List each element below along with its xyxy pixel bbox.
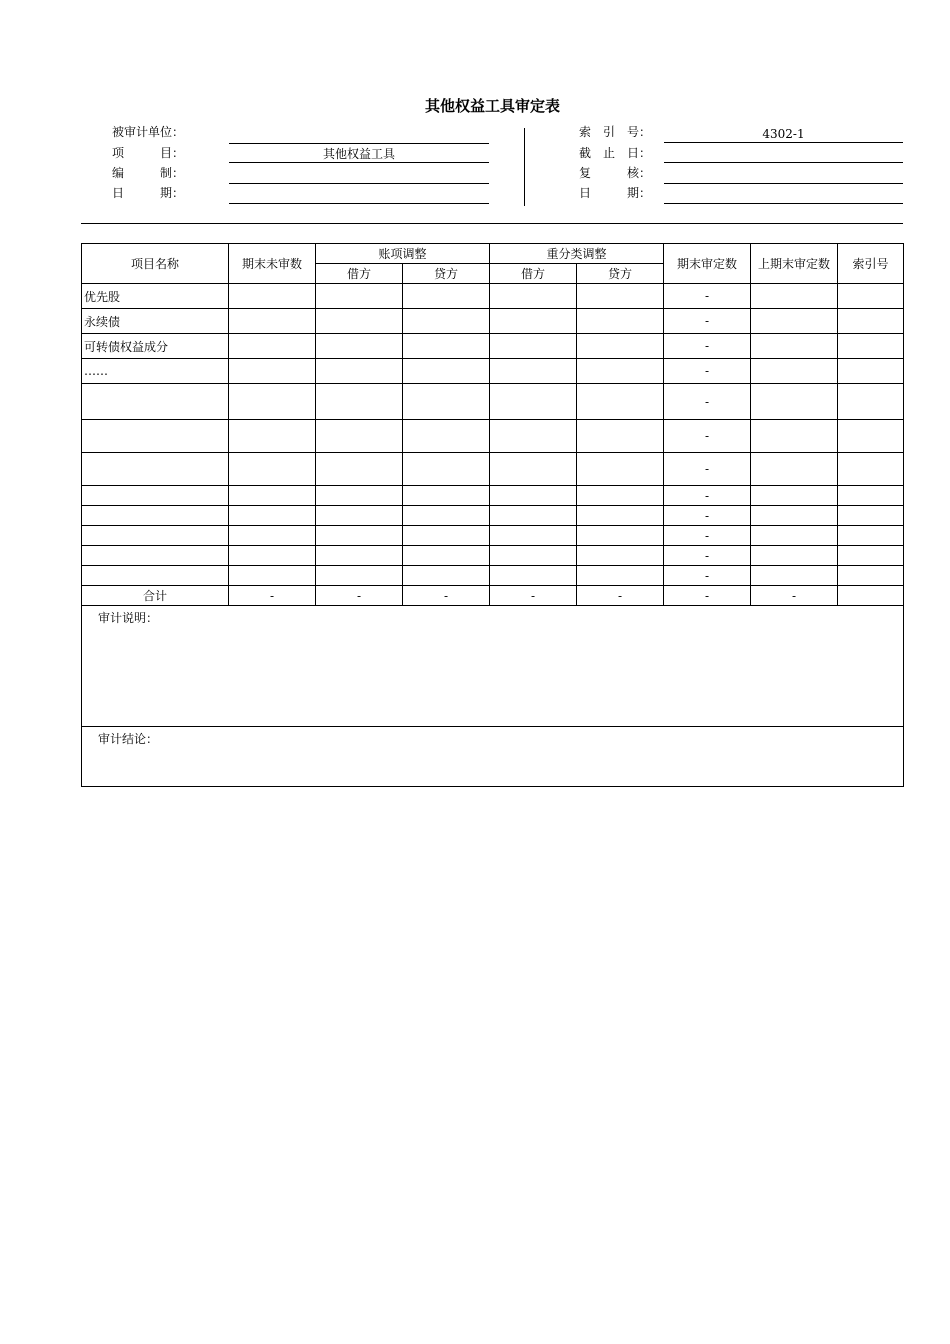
project-label: 项 目： xyxy=(112,146,185,160)
row-cell[interactable] xyxy=(838,566,904,586)
cutoff-field[interactable] xyxy=(664,146,903,163)
row-cell[interactable] xyxy=(229,334,316,359)
row-cell[interactable] xyxy=(403,284,490,309)
row-cell[interactable] xyxy=(229,506,316,526)
row-cell[interactable] xyxy=(316,526,403,546)
row-cell[interactable] xyxy=(316,420,403,453)
row-cell[interactable] xyxy=(751,284,838,309)
row-cell[interactable] xyxy=(229,309,316,334)
row-cell[interactable] xyxy=(490,420,577,453)
row-cell[interactable] xyxy=(838,486,904,506)
row-cell[interactable] xyxy=(577,334,664,359)
col-audited-header: 期末审定数 xyxy=(664,244,751,284)
row-cell[interactable] xyxy=(316,546,403,566)
row-cell[interactable] xyxy=(403,420,490,453)
row-cell[interactable] xyxy=(838,453,904,486)
cutoff-label: 截 止 日： xyxy=(579,146,652,160)
row-cell[interactable] xyxy=(838,526,904,546)
row-cell[interactable] xyxy=(577,546,664,566)
table-row xyxy=(82,359,904,384)
project-field[interactable]: 其他权益工具 xyxy=(229,146,489,163)
row-cell[interactable] xyxy=(316,334,403,359)
row-cell[interactable] xyxy=(577,486,664,506)
row-cell[interactable] xyxy=(403,506,490,526)
row-cell[interactable] xyxy=(403,546,490,566)
row-cell[interactable] xyxy=(316,506,403,526)
row-cell[interactable] xyxy=(577,453,664,486)
row-cell[interactable] xyxy=(490,334,577,359)
total-unaudited: - xyxy=(229,586,316,606)
row-cell[interactable] xyxy=(403,453,490,486)
row-item-name[interactable] xyxy=(82,506,229,526)
total-audited: - xyxy=(664,586,751,606)
row-cell[interactable] xyxy=(490,453,577,486)
row-cell[interactable] xyxy=(577,384,664,420)
row-item-name[interactable] xyxy=(82,526,229,546)
row-cell[interactable] xyxy=(403,359,490,384)
preparer-field[interactable] xyxy=(229,167,489,184)
row-audited-value[interactable]: - xyxy=(664,384,751,420)
row-cell[interactable] xyxy=(490,384,577,420)
row-audited-value[interactable]: - xyxy=(664,486,751,506)
row-audited-value[interactable]: - xyxy=(664,284,751,309)
row-item-name[interactable] xyxy=(82,486,229,506)
row-item-name[interactable] xyxy=(82,420,229,453)
adj-credit-header: 贷方 xyxy=(403,264,490,284)
row-cell[interactable] xyxy=(229,384,316,420)
col-item-header: 项目名称 xyxy=(82,244,229,284)
table-row xyxy=(82,453,904,486)
row-item-name[interactable] xyxy=(82,566,229,586)
table-row xyxy=(82,546,904,566)
total-adj-debit: - xyxy=(316,586,403,606)
adj-debit-header: 借方 xyxy=(316,264,403,284)
col-adj-header: 账项调整 xyxy=(316,244,490,264)
total-reclass-debit: - xyxy=(490,586,577,606)
header-rule xyxy=(81,223,903,224)
reviewer-field[interactable] xyxy=(664,167,903,184)
row-item-name[interactable]: …… xyxy=(82,359,229,384)
row-audited-value[interactable]: - xyxy=(664,309,751,334)
row-cell[interactable] xyxy=(229,546,316,566)
table-row xyxy=(82,420,904,453)
row-cell[interactable] xyxy=(490,566,577,586)
prep-date-label: 日 期： xyxy=(112,186,185,200)
row-cell[interactable] xyxy=(490,546,577,566)
row-cell[interactable] xyxy=(838,506,904,526)
auditee-label: 被审计单位： xyxy=(112,125,185,139)
col-prior-header: 上期末审定数 xyxy=(751,244,838,284)
row-audited-value[interactable]: - xyxy=(664,506,751,526)
row-cell[interactable] xyxy=(577,420,664,453)
index-no-field[interactable]: 4302-1 xyxy=(664,126,903,143)
row-cell[interactable] xyxy=(751,506,838,526)
row-cell[interactable] xyxy=(490,309,577,334)
row-cell[interactable] xyxy=(577,506,664,526)
row-cell[interactable] xyxy=(229,486,316,506)
row-cell[interactable] xyxy=(229,526,316,546)
audit-note-label: 审计说明： xyxy=(98,611,159,625)
row-cell[interactable] xyxy=(751,566,838,586)
row-cell[interactable] xyxy=(577,309,664,334)
col-unaudited-header: 期末未审数 xyxy=(229,244,316,284)
row-item-name[interactable] xyxy=(82,384,229,420)
row-cell[interactable] xyxy=(229,359,316,384)
row-item-name[interactable]: 永续债 xyxy=(82,309,229,334)
row-cell[interactable] xyxy=(751,359,838,384)
row-audited-value[interactable]: - xyxy=(664,566,751,586)
prep-date-field[interactable] xyxy=(229,187,489,204)
row-item-name[interactable] xyxy=(82,546,229,566)
audit-conclusion-label: 审计结论： xyxy=(98,732,159,746)
review-date-field[interactable] xyxy=(664,187,903,204)
total-prior: - xyxy=(751,586,838,606)
row-cell[interactable] xyxy=(577,566,664,586)
row-cell[interactable] xyxy=(751,334,838,359)
index-no-label: 索 引 号： xyxy=(579,125,652,139)
row-cell[interactable] xyxy=(490,359,577,384)
table-row xyxy=(82,566,904,586)
row-cell[interactable] xyxy=(403,526,490,546)
row-cell[interactable] xyxy=(838,384,904,420)
row-item-name[interactable]: 可转债权益成分 xyxy=(82,334,229,359)
table-row xyxy=(82,334,904,359)
row-cell[interactable] xyxy=(316,284,403,309)
row-audited-value[interactable]: - xyxy=(664,546,751,566)
table-row xyxy=(82,284,904,309)
col-reclass-header: 重分类调整 xyxy=(490,244,664,264)
preparer-label: 编 制： xyxy=(112,166,185,180)
row-cell[interactable] xyxy=(751,384,838,420)
total-adj-credit: - xyxy=(403,586,490,606)
row-item-name[interactable] xyxy=(82,453,229,486)
row-audited-value[interactable]: - xyxy=(664,420,751,453)
row-audited-value[interactable]: - xyxy=(664,526,751,546)
row-cell[interactable] xyxy=(751,453,838,486)
row-cell[interactable] xyxy=(403,309,490,334)
reclass-credit-header: 贷方 xyxy=(577,264,664,284)
row-cell[interactable] xyxy=(490,506,577,526)
row-cell[interactable] xyxy=(490,526,577,546)
row-cell[interactable] xyxy=(751,526,838,546)
row-cell[interactable] xyxy=(838,420,904,453)
row-cell[interactable] xyxy=(751,420,838,453)
row-cell[interactable] xyxy=(838,334,904,359)
row-cell[interactable] xyxy=(838,546,904,566)
audit-table xyxy=(81,243,904,787)
row-cell[interactable] xyxy=(577,284,664,309)
row-cell[interactable] xyxy=(229,284,316,309)
audit-note[interactable] xyxy=(82,606,904,727)
total-label: 合计 xyxy=(82,586,229,606)
col-index-header: 索引号 xyxy=(838,244,904,284)
row-cell[interactable] xyxy=(751,486,838,506)
row-cell[interactable] xyxy=(316,309,403,334)
row-cell[interactable] xyxy=(577,526,664,546)
review-date-label: 日 期： xyxy=(579,186,652,200)
total-reclass-credit: - xyxy=(577,586,664,606)
row-cell[interactable] xyxy=(490,486,577,506)
row-cell[interactable] xyxy=(316,359,403,384)
total-index xyxy=(838,586,904,606)
row-cell[interactable] xyxy=(229,453,316,486)
row-cell[interactable] xyxy=(316,566,403,586)
row-cell[interactable] xyxy=(229,420,316,453)
row-cell[interactable] xyxy=(316,384,403,420)
reviewer-label: 复 核： xyxy=(579,166,652,180)
row-cell[interactable] xyxy=(316,486,403,506)
table-row xyxy=(82,384,904,420)
row-cell[interactable] xyxy=(751,309,838,334)
row-cell[interactable] xyxy=(751,546,838,566)
table-row xyxy=(82,506,904,526)
reclass-debit-header: 借方 xyxy=(490,264,577,284)
page-title: 其他权益工具审定表 xyxy=(424,97,560,115)
row-cell[interactable] xyxy=(403,486,490,506)
audit-conclusion[interactable] xyxy=(82,727,904,787)
table-row xyxy=(82,526,904,546)
row-cell[interactable] xyxy=(403,334,490,359)
header-divider xyxy=(524,128,525,206)
row-audited-value[interactable]: - xyxy=(664,359,751,384)
row-cell[interactable] xyxy=(490,284,577,309)
row-audited-value[interactable]: - xyxy=(664,334,751,359)
table-body xyxy=(82,284,904,586)
auditee-field[interactable] xyxy=(229,127,489,144)
row-cell[interactable] xyxy=(838,284,904,309)
total-row xyxy=(82,586,904,606)
table-row xyxy=(82,309,904,334)
row-cell[interactable] xyxy=(316,453,403,486)
row-cell[interactable] xyxy=(229,566,316,586)
row-cell[interactable] xyxy=(838,309,904,334)
row-cell[interactable] xyxy=(403,566,490,586)
row-cell[interactable] xyxy=(838,359,904,384)
row-item-name[interactable]: 优先股 xyxy=(82,284,229,309)
row-audited-value[interactable]: - xyxy=(664,453,751,486)
table-row xyxy=(82,486,904,506)
row-cell[interactable] xyxy=(577,359,664,384)
row-cell[interactable] xyxy=(403,384,490,420)
